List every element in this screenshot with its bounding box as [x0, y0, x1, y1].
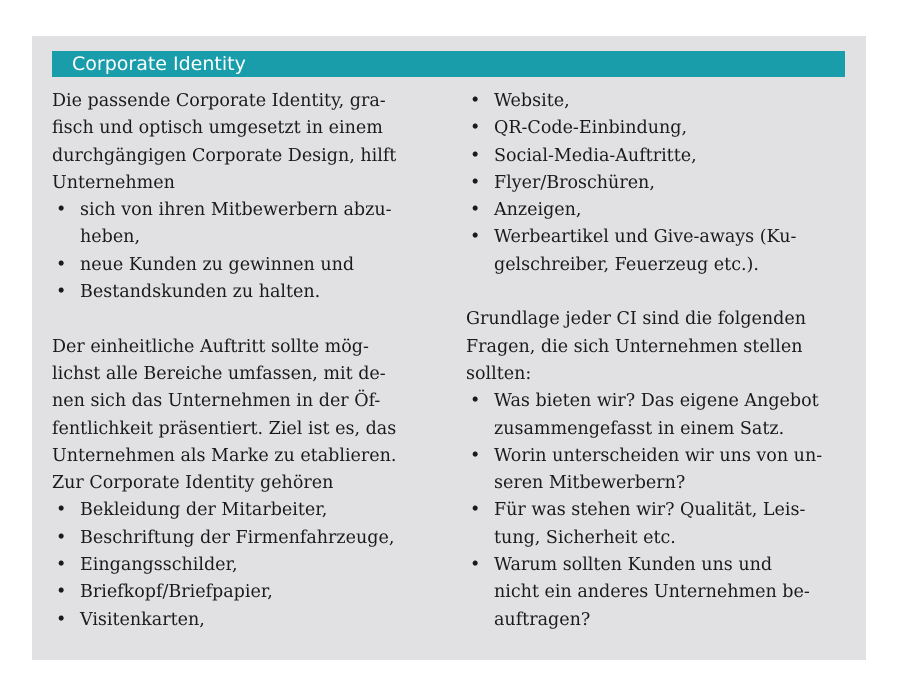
bullet-icon: • [470, 91, 481, 111]
bullet-icon: • [470, 145, 481, 166]
list-item: • Worin unterscheiden wir uns von un- seren Mitbewerbern? [466, 443, 848, 498]
list-item: • Visitenkarten, [52, 607, 434, 634]
ci-elements-list [52, 497, 434, 633]
bullet-icon: • [56, 500, 67, 521]
bullet-icon: • [470, 200, 481, 221]
list-item: • Für was stehen wir? Qualität, Leis- tung, Sicherheit etc. [466, 497, 848, 552]
list-item: • Werbeartikel und Give-aways (Ku- gelschreiber, Feuerzeug etc.). [466, 224, 848, 279]
list-item: • Bekleidung der Mitarbeiter, [52, 497, 434, 524]
info-box-title: Corporate Identity [72, 53, 246, 75]
bullet-icon: • [56, 254, 67, 275]
list-item: • Briefkopf/Briefpapier, [52, 579, 434, 606]
bullet-icon: • [470, 391, 481, 412]
list-item: • Website, [466, 88, 848, 115]
bullet-icon: • [56, 555, 67, 576]
list-item: • Flyer/Broschüren, [466, 170, 848, 197]
bullet-icon: • [470, 555, 481, 576]
list-item: • Eingangsschilder, [52, 552, 434, 579]
scope-paragraph: Der einheitliche Auftritt sollte mög- lichst alle Bereiche umfassen, mit de- nen sich das Unternehmen in der Öf- fentlichkeit präsentiert. Ziel ist es, das Unternehmen als Marke zu etablieren. Zur Corporate Identity gehören [52, 336, 397, 494]
list-item: • neue Kunden zu gewinnen und [52, 252, 434, 279]
bullet-icon: • [470, 118, 481, 139]
bullet-icon: • [56, 582, 67, 603]
right-column [466, 88, 848, 634]
list-item: • sich von ihren Mitbewerbern abzu- heben, [52, 197, 434, 252]
list-item: • Anzeigen, [466, 197, 848, 224]
list-item: • Was bieten wir? Das eigene Angebot zusammengefasst in einem Satz. [466, 388, 848, 443]
goals-list [52, 197, 434, 306]
bullet-icon: • [56, 200, 67, 221]
bullet-icon: • [56, 282, 67, 303]
list-item: • Beschriftung der Firmenfahrzeuge, [52, 525, 434, 552]
questions-intro-paragraph: Grundlage jeder CI sind die folgenden Fragen, die sich Unternehmen stellen sollten: [466, 309, 806, 384]
ci-elements-list-continued [466, 88, 848, 279]
intro-paragraph: Die passende Corporate Identity, gra- fisch und optisch umgesetzt in einem durchgängigen Corporate Design, hilft Unternehmen [52, 91, 397, 193]
bullet-icon: • [56, 527, 67, 548]
bullet-icon: • [470, 500, 481, 521]
left-column [52, 88, 434, 634]
questions-list [466, 388, 848, 634]
list-item: • Social-Media-Auftritte, [466, 143, 848, 170]
list-item: • QR-Code-Einbindung, [466, 115, 848, 142]
bullet-icon: • [56, 609, 67, 630]
list-item: • Bestandskunden zu halten. [52, 279, 434, 306]
info-box-header [52, 51, 845, 77]
bullet-icon: • [470, 445, 481, 466]
bullet-icon: • [470, 172, 481, 193]
bullet-icon: • [470, 227, 481, 248]
list-item: • Warum sollten Kunden uns und nicht ein anderes Unternehmen be- auftragen? [466, 552, 848, 634]
